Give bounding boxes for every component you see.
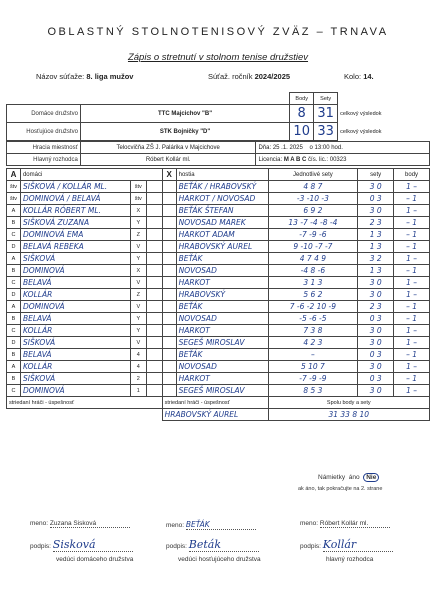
match-away-code	[162, 193, 176, 205]
away-name: BEŤÁK	[186, 520, 256, 530]
match-away-player: BEŤÁK	[176, 253, 268, 265]
match-sets: 3 0	[358, 205, 394, 217]
match-away-player: HARKOT	[176, 277, 268, 289]
match-code: B	[7, 373, 21, 385]
match-away-player: HRABOVSKÝ	[176, 289, 268, 301]
match-spacer	[146, 265, 162, 277]
match-home-player: KOLLÁR RÓBERT ML.	[20, 205, 130, 217]
match-games: -4 8 -6	[268, 265, 358, 277]
subs-home-label: striedaní hráči - úspešnosť	[7, 397, 163, 409]
venue-label: Hracia miestnosť	[7, 142, 81, 154]
away-letter: X	[162, 169, 176, 181]
match-spacer	[146, 301, 162, 313]
match-away-code	[162, 373, 176, 385]
match-away-code	[162, 301, 176, 313]
date-label: Dňa:	[258, 144, 272, 151]
match-away-player: HARKOT	[176, 373, 268, 385]
match-sets: 2 3	[358, 301, 394, 313]
match-spacer	[146, 361, 162, 373]
protest-note: ak áno, tak pokračujte na 2. strane	[298, 486, 383, 492]
match-points: – 1	[394, 193, 430, 205]
protest-no: Nie	[363, 473, 379, 482]
match-away-player: NOVOSAD	[176, 265, 268, 277]
match-sets: 0 3	[358, 373, 394, 385]
match-games: 4 2 3	[268, 337, 358, 349]
match-sets: 3 0	[358, 181, 394, 193]
match-code: C	[7, 385, 21, 397]
match-row	[7, 181, 430, 193]
season-value: 2024/2025	[254, 72, 291, 81]
ref-signature-scribble: Kollár	[323, 538, 393, 552]
match-mid-code: X	[130, 265, 146, 277]
match-row	[7, 205, 430, 217]
match-spacer	[146, 313, 162, 325]
match-home-player: DOMINOVÁ	[20, 385, 130, 397]
match-mid-code: 2	[130, 373, 146, 385]
points-header: Body	[290, 93, 314, 105]
match-away-code	[162, 277, 176, 289]
match-mid-code: V	[130, 241, 146, 253]
home-team-label: Domáce družstvo	[7, 105, 81, 123]
match-away-code	[162, 289, 176, 301]
match-spacer	[146, 181, 162, 193]
match-row	[7, 373, 430, 385]
home-signature-scribble: Sisková	[53, 538, 133, 552]
sets-col-title: Jednotlivé sety	[268, 169, 358, 181]
license-num: 00323	[329, 156, 347, 163]
match-row	[7, 229, 430, 241]
match-row	[7, 277, 430, 289]
match-code: D	[7, 337, 21, 349]
away-signature-block	[166, 520, 256, 530]
match-games: 8 5 3	[268, 385, 358, 397]
match-code: B	[7, 349, 21, 361]
match-games: –	[268, 349, 358, 361]
match-away-code	[162, 205, 176, 217]
match-away-code	[162, 217, 176, 229]
home-sign-row	[30, 538, 133, 552]
match-games: 6 9 2	[268, 205, 358, 217]
away-caption: vedúci hosťujúceho družstva	[178, 556, 261, 563]
match-mid-code: Y	[130, 313, 146, 325]
match-points: – 1	[394, 265, 430, 277]
time-label: o	[309, 144, 313, 151]
home-result-label: celkový výsledok	[340, 110, 382, 117]
sets-header: Sety	[314, 93, 338, 105]
match-code: A	[7, 361, 21, 373]
match-spacer	[146, 385, 162, 397]
match-spacer	[146, 277, 162, 289]
match-away-player: HRABOVSKÝ AUREL	[176, 241, 268, 253]
match-row	[7, 385, 430, 397]
match-games: 4 7 4 9	[268, 253, 358, 265]
match-spacer	[146, 349, 162, 361]
match-points: 1 –	[394, 361, 430, 373]
teams-table	[6, 92, 430, 141]
match-code: C	[7, 325, 21, 337]
match-away-player: NOVOSAD MAREK	[176, 217, 268, 229]
matches-table	[6, 168, 430, 421]
match-home-player: SIŠKOVÁ	[20, 337, 130, 349]
match-away-player: HARKOT ADAM	[176, 229, 268, 241]
match-code: D	[7, 289, 21, 301]
match-row	[7, 265, 430, 277]
match-points: – 1	[394, 373, 430, 385]
match-away-code	[162, 337, 176, 349]
match-sets: 0 3	[358, 349, 394, 361]
home-team-name: TTC Majcichov "B"	[80, 105, 289, 123]
match-home-player: KOLLÁR	[20, 289, 130, 301]
match-home-player: BELAVÁ	[20, 349, 130, 361]
away-col-title: hostia	[176, 169, 268, 181]
match-points: 1 –	[394, 253, 430, 265]
referee-label: Hlavný rozhodca	[7, 154, 81, 166]
subs-away-cell	[162, 397, 268, 409]
match-mid-code: X	[130, 205, 146, 217]
away-team-name: STK Bojničky "D"	[80, 123, 289, 141]
match-mid-code: Y	[130, 217, 146, 229]
match-code: A	[7, 205, 21, 217]
match-points: 1 –	[394, 325, 430, 337]
match-points: – 1	[394, 217, 430, 229]
date-cell	[256, 142, 430, 154]
match-spacer	[146, 373, 162, 385]
match-spacer	[146, 229, 162, 241]
license-classes: M A B C	[283, 156, 307, 163]
match-points: 1 –	[394, 181, 430, 193]
match-spacer	[146, 205, 162, 217]
protest-row	[318, 474, 379, 481]
match-sets: 3 0	[358, 337, 394, 349]
match-spacer	[146, 337, 162, 349]
home-caption: vedúci domáceho družstva	[56, 556, 134, 563]
match-code: B	[7, 217, 21, 229]
sum-label: Spolu body a sety	[268, 397, 429, 409]
round-label: Kolo:	[344, 72, 362, 81]
season-label: Súťaž. ročník	[208, 72, 253, 81]
match-row	[7, 325, 430, 337]
match-points: – 1	[394, 229, 430, 241]
match-away-code	[162, 349, 176, 361]
points-col: body	[394, 169, 430, 181]
match-row	[7, 253, 430, 265]
away-name-label: meno:	[166, 522, 185, 529]
ref-name: Róbert Kollár ml.	[320, 520, 390, 528]
match-sets: 1 3	[358, 241, 394, 253]
match-sets: 0 3	[358, 313, 394, 325]
license-label: Licencia:	[258, 156, 283, 163]
match-games: 9 -10 -7 -7	[268, 241, 358, 253]
license-num-label: čís. lic.:	[308, 156, 329, 163]
match-games: 7 3 8	[268, 325, 358, 337]
season-row	[208, 72, 290, 81]
match-code: štv	[7, 193, 21, 205]
referee-value: Róbert Kollár ml.	[80, 154, 256, 166]
match-home-player: DOMINOVÁ	[20, 301, 130, 313]
match-code: A	[7, 301, 21, 313]
away-signature-scribble: Beták	[189, 538, 259, 552]
match-mid-code: V	[130, 301, 146, 313]
match-away-code	[162, 385, 176, 397]
match-mid-code: V	[130, 337, 146, 349]
away-points: 10	[290, 123, 314, 141]
match-points: 1 –	[394, 205, 430, 217]
match-points: 1 –	[394, 277, 430, 289]
match-games: 5 6 2	[268, 289, 358, 301]
match-row	[7, 301, 430, 313]
subs-away-value: HRABOVSKÝ AUREL	[162, 409, 268, 421]
match-home-player: SIŠKOVÁ	[20, 373, 130, 385]
match-games: -7 -9 -9	[268, 373, 358, 385]
match-points: – 1	[394, 313, 430, 325]
match-games: -3 -10 -3	[268, 193, 358, 205]
away-result-label: celkový výsledok	[340, 128, 382, 135]
match-games: -7 -9 -6	[268, 229, 358, 241]
match-spacer	[146, 253, 162, 265]
away-sign-row	[166, 538, 259, 552]
match-home-player: SIŠKOVÁ / KOLLÁR ML.	[20, 181, 130, 193]
protest-yes: áno	[348, 474, 360, 481]
match-code: D	[7, 241, 21, 253]
match-home-player: BELAVÁ REBEKA	[20, 241, 130, 253]
match-points: 1 –	[394, 337, 430, 349]
match-sets: 0 3	[358, 193, 394, 205]
match-sets: 1 3	[358, 265, 394, 277]
match-mid-code: Y	[130, 325, 146, 337]
match-spacer	[146, 217, 162, 229]
match-away-code	[162, 325, 176, 337]
match-spacer	[146, 241, 162, 253]
match-row	[7, 289, 430, 301]
match-points: – 1	[394, 349, 430, 361]
competition-value: 8. liga mužov	[86, 72, 134, 81]
match-code: B	[7, 265, 21, 277]
match-row	[7, 349, 430, 361]
match-points: – 1	[394, 241, 430, 253]
match-away-player: NOVOSAD	[176, 361, 268, 373]
home-sign-label: podpis:	[30, 543, 51, 550]
match-home-player: KOLLÁR	[20, 361, 130, 373]
match-away-player: BEŤÁK ŠTEFAN	[176, 205, 268, 217]
match-spacer	[146, 325, 162, 337]
match-code: C	[7, 229, 21, 241]
away-sets: 33	[314, 123, 338, 141]
match-sets: 2 3	[358, 217, 394, 229]
match-points: – 1	[394, 301, 430, 313]
match-away-code	[162, 229, 176, 241]
match-away-player: SEGEŠ MIROSLAV	[176, 385, 268, 397]
date-value: 25 .1. 2025	[272, 144, 303, 151]
match-mid-code: štv	[130, 181, 146, 193]
ref-sign-row	[300, 538, 393, 552]
match-spacer	[146, 289, 162, 301]
match-code: C	[7, 277, 21, 289]
match-home-player: KOLLÁR	[20, 325, 130, 337]
venue-value: Telocvičňa ZŠ J. Palárika v Majcichove	[80, 142, 256, 154]
match-mid-code: Z	[130, 229, 146, 241]
match-row	[7, 337, 430, 349]
venue-table	[6, 141, 430, 166]
match-away-code	[162, 313, 176, 325]
match-away-code	[162, 253, 176, 265]
match-home-player: DOMINOVÁ EMA	[20, 229, 130, 241]
match-sets: 1 3	[358, 229, 394, 241]
away-sign-label: podpis:	[166, 543, 187, 550]
match-away-player: HARKOT / NOVOSAD	[176, 193, 268, 205]
home-name-label: meno:	[30, 520, 49, 527]
home-name: Zuzana Sisková	[50, 520, 130, 528]
form-title: OBLASTNÝ STOLNOTENISOVÝ ZVÄZ – TRNAVA	[47, 26, 389, 38]
home-sets: 31	[314, 105, 338, 123]
license-cell	[256, 154, 430, 166]
match-code: A	[7, 253, 21, 265]
match-mid-code: štv	[130, 193, 146, 205]
match-sets: 3 0	[358, 289, 394, 301]
match-sets: 3 0	[358, 325, 394, 337]
home-letter: A	[7, 169, 21, 181]
match-away-code	[162, 265, 176, 277]
match-row	[7, 361, 430, 373]
match-sets: 3 0	[358, 385, 394, 397]
time-value: 13:00	[314, 144, 330, 151]
match-away-player: BEŤÁK	[176, 301, 268, 313]
match-home-player: DOMINOVÁ / BELAVÁ	[20, 193, 130, 205]
protest-label: Námietky	[318, 474, 346, 481]
match-row	[7, 313, 430, 325]
sum-value: 31 33 8 10	[268, 409, 429, 421]
match-home-player: BELAVÁ	[20, 277, 130, 289]
match-away-player: BEŤÁK	[176, 349, 268, 361]
match-mid-code: Y	[130, 253, 146, 265]
match-games: 3 1 3	[268, 277, 358, 289]
ref-sign-label: podpis:	[300, 543, 321, 550]
ref-signature-block	[300, 520, 390, 528]
match-away-code	[162, 181, 176, 193]
match-away-code	[162, 361, 176, 373]
match-sets: 3 0	[358, 361, 394, 373]
match-away-player: BEŤÁK / HRABOVSKÝ	[176, 181, 268, 193]
subs-away-label: striedaní hráči - úspešnosť	[164, 399, 230, 406]
match-games: -5 -6 -5	[268, 313, 358, 325]
round-row	[344, 72, 374, 81]
round-value: 14.	[363, 72, 374, 81]
match-games: 13 -7 -4 -8 -4	[268, 217, 358, 229]
ref-name-label: meno:	[300, 520, 319, 527]
match-games: 7 -6 -2 10 -9	[268, 301, 358, 313]
away-team-label: Hosťujúce družstvo	[7, 123, 81, 141]
match-code: štv	[7, 181, 21, 193]
match-sets: 3 2	[358, 253, 394, 265]
competition-row	[36, 72, 133, 81]
match-code: B	[7, 313, 21, 325]
home-signature-block	[30, 520, 130, 528]
match-home-player: DOMINOVÁ	[20, 265, 130, 277]
match-away-player: NOVOSAD	[176, 313, 268, 325]
match-points: 1 –	[394, 289, 430, 301]
match-row	[7, 241, 430, 253]
match-mid-code: Z	[130, 289, 146, 301]
match-row	[7, 193, 430, 205]
match-spacer	[146, 193, 162, 205]
match-games: 5 10 7	[268, 361, 358, 373]
match-home-player: BELAVÁ	[20, 313, 130, 325]
match-games: 4 8 7	[268, 181, 358, 193]
match-mid-code: 4	[130, 349, 146, 361]
match-away-player: HARKOT	[176, 325, 268, 337]
match-away-code	[162, 241, 176, 253]
ref-caption: hlavný rozhodca	[326, 556, 374, 563]
home-col-title: domáci	[20, 169, 162, 181]
match-mid-code: V	[130, 277, 146, 289]
form-subtitle: Zápis o stretnutí v stolnom tenise družstiev	[127, 52, 309, 63]
home-points: 8	[290, 105, 314, 123]
time-unit: hod.	[331, 144, 343, 151]
match-home-player: SIŠKOVÁ	[20, 253, 130, 265]
sets-col: sety	[358, 169, 394, 181]
match-mid-code: 4	[130, 361, 146, 373]
match-sets: 3 0	[358, 277, 394, 289]
match-home-player: SIŠKOVÁ ZUZANA	[20, 217, 130, 229]
match-row	[7, 217, 430, 229]
competition-label: Názov súťaže:	[36, 72, 85, 81]
match-away-player: SEGEŠ MIROSLAV	[176, 337, 268, 349]
match-points: 1 –	[394, 385, 430, 397]
match-mid-code: 1	[130, 385, 146, 397]
